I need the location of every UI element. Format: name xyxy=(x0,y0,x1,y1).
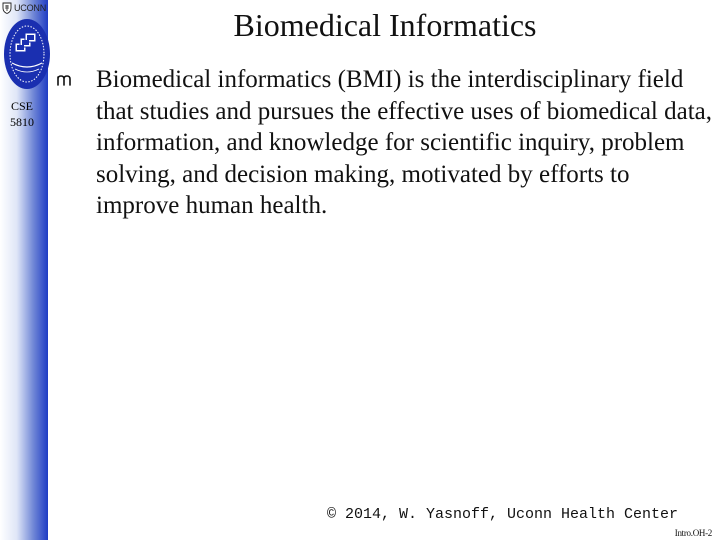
uconn-label: UCONN xyxy=(14,2,46,13)
uconn-crest-icon xyxy=(2,2,12,14)
wingdings-m-bullet-icon xyxy=(56,72,72,88)
page-number: Intro.OH-2 xyxy=(674,528,712,538)
bullet-text: Biomedical informatics (BMI) is the interdisciplinary field that studies and pursues the effective uses of biomedical data, information, and knowledge for scientific inquiry, problem solving, and decision making, motivated by efforts to improve human health. xyxy=(96,66,713,219)
course-code: CSE 5810 xyxy=(10,99,34,129)
slide-title: Biomedical Informatics xyxy=(233,7,537,43)
footer-copyright: © 2014, W. Yasnoff, Uconn Health Center xyxy=(327,506,679,523)
cse-department-logo-icon xyxy=(2,17,52,91)
uconn-brand xyxy=(2,1,46,14)
